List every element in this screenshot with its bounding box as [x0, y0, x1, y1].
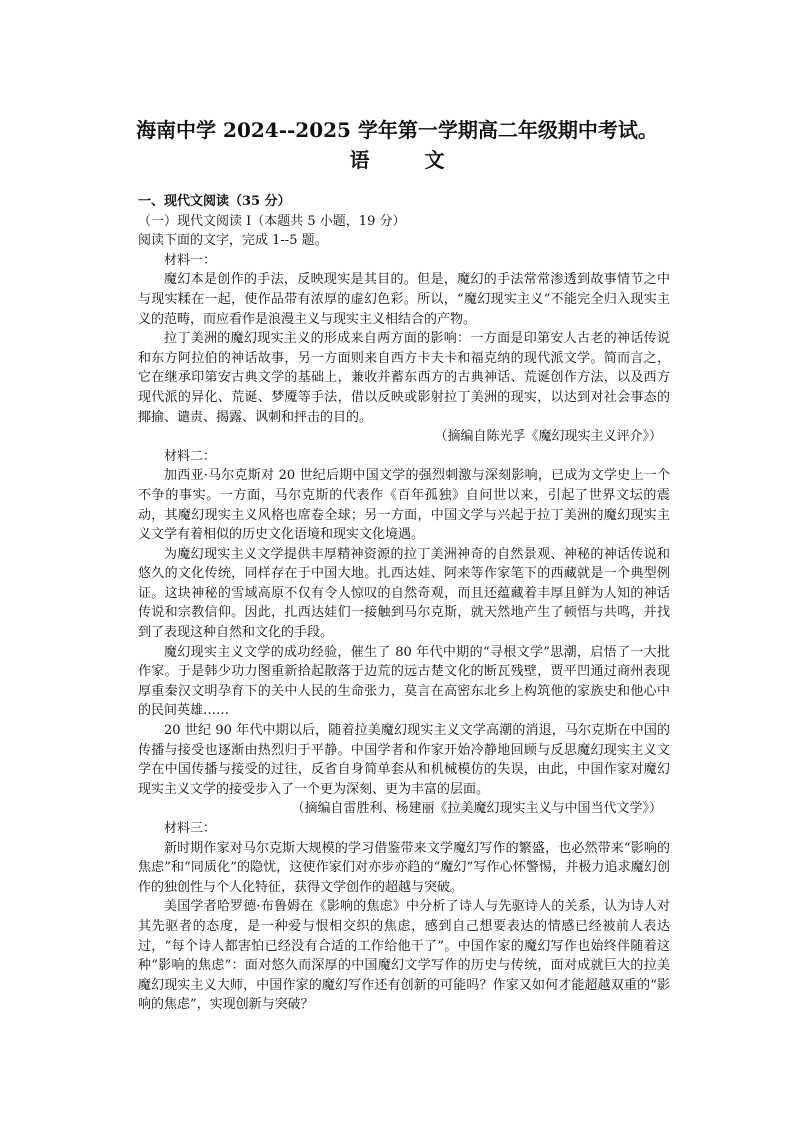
material-label: 材料三：	[164, 821, 217, 836]
subsection-heading: （一）现代文阅读 I（本题共 5 小题，19 分）	[138, 213, 406, 229]
section-heading: 一、现代文阅读（35 分）	[138, 194, 291, 209]
source-citation: （摘编自雷胜利、杨建丽《拉美魔幻现实主义与中国当代文学》）	[291, 801, 662, 817]
paragraph: 魔幻现实主义文学的成功经验，催生了 80 年代中期的“寻根文学”思潮，启悟了一大批作家。于是韩少功力图重新拾起散落于边荒的远古楚文化的断瓦残壁，贾平凹通过商州表现厚重秦汉文明孕育下的关中人民的生命张力，莫言在高密东北乡上构筑他的家族史和他心中的民间英雄……	[138, 644, 670, 719]
paragraph: 为魔幻现实主义文学提供丰厚精神资源的拉丁美洲神奇的自然景观、神秘的神话传说和悠久的文化传统，同样存在于中国大地。扎西达娃、阿来等作家笔下的西藏就是一个典型例证。这块神秘的雪域高原不仅有令人惊叹的自然奇观，而且还蕴藏着丰厚且鲜为人知的神话传说和宗教信仰。因此，扎西达娃们一接触到马尔克斯，就天然地产生了顿悟与共鸣，并找到了表现这种自然和文化的手段。	[138, 546, 670, 641]
paragraph: 拉丁美洲的魔幻现实主义的形成来自两方面的影响：一方面是印第安人古老的神话传说和东方阿拉伯的神话故事，另一方面则来自西方卡夫卡和福克纳的现代派文学。简而言之，它在继承印第安古典文学的基础上，兼收并蓄东西方的古典神话、荒诞创作方法，以及西方现代派的异化、荒诞、梦魇等手法，借以反映或影射拉丁美洲的现实，以达到对社会事态的揶揄、谴责、揭露、讽刺和抨击的目的。	[138, 331, 670, 425]
material-label: 材料一：	[164, 252, 217, 268]
subject-title: 语 文	[349, 148, 469, 172]
reading-content	[138, 192, 670, 1015]
paragraph: 美国学者哈罗德·布鲁姆在《影响的焦虑》中分析了诗人与先驱诗人的关系，认为诗人对其先驱者的态度，是一种爱与恨相交织的焦虑，感到自己想要表达的情感已经被前人表达过，“每个诗人都害怕已经没有合适的工作给他干了”。中国作家的魔幻写作也始终伴随着这种“影响的焦虑”：面对悠久而深厚的中国魔幻文学写作的历史与传统，面对成就巨大的拉美魔幻现实主义大师，中国作家的魔幻写作还有创新的可能吗？作家又如何才能超越双重的“影响的焦虑”，实现创新与突破？	[138, 899, 670, 1013]
material-label: 材料二：	[164, 448, 217, 464]
paragraph: 20 世纪 90 年代中期以后，随着拉美魔幻现实主义文学高潮的消退，马尔克斯在中国的传播与接受也逐渐由热烈归于平静。中国学者和作家开始冷静地回顾与反思魔幻现实主义文学在中国传播与接受的过往，反省自身简单套从和机械模仿的失误，由此，中国作家对魔幻现实主义文学的接受步入了一个更为深刻、更为丰富的层面。	[138, 723, 670, 797]
paragraph: 新时期作家对马尔克斯大规模的学习借鉴带来文学魔幻写作的繁盛，也必然带来“影响的焦虑”和“同质化”的隐忧，这使作家们对亦步亦趋的“魔幻”写作心怀警惕，并极力追求魔幻创作的独创性与个人化特征，获得文学创作的超越与突破。	[138, 840, 670, 895]
exam-title: 海南中学 2024--2025 学年第一学期高二年级期中考试。	[136, 118, 658, 142]
paragraph: 魔幻本是创作的手法，反映现实是其目的。但是，魔幻的手法常常渗透到故事情节之中与现实糅在一起，使作品带有浓厚的虚幻色彩。所以，“魔幻现实主义”不能完全归入现实主义的范畴，而应看作是浪漫主义与现实主义相结合的产物。	[138, 272, 670, 327]
instruction: 阅读下面的文字，完成 1--5 题。	[138, 233, 328, 249]
paragraph: 加西亚·马尔克斯对 20 世纪后期中国文学的强烈刺激与深刻影响，已成为文学史上一个不争的事实。一方面，马尔克斯的代表作《百年孤独》自问世以来，引起了世界文坛的震动，其魔幻现实主义风格也席卷全球；另一方面，中国文学与兴起于拉丁美洲的魔幻现实主义文学有着相似的历史文化语境和现实文化境遇。	[138, 468, 670, 543]
source-citation: （摘编自陈光孚《魔幻现实主义评介》）	[434, 429, 662, 445]
